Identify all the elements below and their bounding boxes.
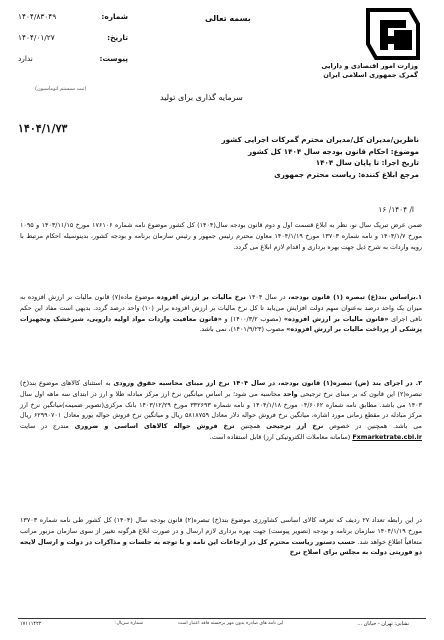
p1-text-h: مصوب (۱۴۰۱/۹/۲۳)، نمی باشد. xyxy=(199,325,287,334)
letter-heading xyxy=(19,134,419,181)
p2-text-h: نرخ فروش حواله کالاهای اساسی و ضروری xyxy=(74,422,235,430)
date-value: ۱۴۰۴/۰۱/۲۷ xyxy=(18,33,55,42)
p1-text-g: «قانون معافیت واردات مواد اولیه دارویی، شیرخشک وتجهیزات پزشکی از پرداخت مالیات بر ارزش افزوده» xyxy=(20,314,422,334)
execution-date-line: تاریخ اجرا: تا پایان سال ۱۴۰۴ xyxy=(315,158,419,168)
number-label: شماره: xyxy=(101,12,128,21)
org-line-1: وزارت امور اقتصادی و دارایی xyxy=(321,62,418,70)
p3-text-a: در این رابطه تعداد ۲۷ ردیف که تعرفه کالای اساسی کشاورزی موضوع بند(خ) تبصره(۲) قانون بودجه سال (۱۴۰۴) کل کشور طی نامه شماره ۱۳۷۰۳ مورخ ۱۴۰۴/۱/۱۹ سازمان برنامه و بودجه (تصویر پیوست) جهت بهره برداری لازم ارسال و در صورت ابلاغ هرگونه تغییر از سوی سازمان مزبور مراتب متعاقباً اطلاع خواهد شد. xyxy=(20,516,423,546)
footer-divider xyxy=(18,618,426,619)
p1-text-f: (مصوب ۱۴۰۰/۳/۲) و xyxy=(221,314,284,323)
addressee-line: ناظرین/مدیران کل/مدیران محترم گمرکات اجرایی کشور xyxy=(221,135,419,144)
paragraph-1 xyxy=(20,292,422,335)
p3-text-b: حسب دستور ریاست محترم کل در ارجاعات این نامه و با توجه به جلسات و مذاکرات در دولت و ارسال لایحه دو فوریتی دولت به مجلس برای اصلاح نرخ xyxy=(20,537,422,557)
letter-metadata xyxy=(18,12,128,75)
slogan: سرمایه گذاری برای تولید xyxy=(160,93,243,102)
date-row xyxy=(18,33,128,42)
p1-text-e: «قانون مالیات بر ارزش افزوده» xyxy=(283,314,389,323)
number-row xyxy=(18,12,128,21)
paragraph-2 xyxy=(20,378,422,443)
customs-emblem-icon xyxy=(364,6,422,62)
footer-notice: این نامه های صادره بدون مهر برجسته فاقد اعتبار است xyxy=(178,621,284,626)
p1-text-a: براساس بند(ع) تبصره (۱) قانون بودجه، xyxy=(288,293,416,301)
p2-text-e: محاسبه می شود؛ بر اساس میانگین نرخ ارز مرکز مبادله طلا و ارز در ابتدای سه ماهه اول سال ۱۴۰۳ می باشد. مطابق نامه شماره ۰۴/۶۰۶۲ مورخ ۱۴۰۴/۱/۱۸ و نامه شماره ۳۳۲۶۹۳ مورخ ۱۴۰۳/۱۲/۲۹ بانک مرکزی(تصویر ضمیمه)میانگین نرخ ارز مرکز مبادله در مقطع زمانی مورد اشاره، میانگین نرخ فروش حواله دلار معادل ۵۸۱۸۷۵۹ ریال و میانگین نرخ فروش حواله یورو معادل ۶۲۹۹۰۷۰۱ ریال می باشد. همچنین در خصوص xyxy=(20,389,423,430)
date-label: تاریخ: xyxy=(107,33,128,42)
p1-text-b: در سال ۱۴۰۴ xyxy=(245,293,289,301)
footer-serial: ۱۷۱۱۱۴۲۲ xyxy=(20,621,42,627)
handwritten-initials: ا/ ۱۴۰۴/ ۱۶ xyxy=(378,205,414,214)
footer-address: نشانی: تهران - خیابان ... xyxy=(357,621,409,627)
p2-text-i: مندرج در سایت xyxy=(20,422,75,430)
number-value: ۱۴۰۴/۸۳۰۴۹ xyxy=(18,12,57,21)
p1-text-c: نرخ مالیات بر ارزش افزوده xyxy=(156,293,246,301)
p1-text-d: موضوع ماده(۷) قانون مالیات بر ارزش افزوده به میزان یک واحد درصد به‌عنوان سهم دولت افزایش می‌یابد تا کل نرخ مالیات بر ارزش افزوده برابر (۱۰) واحد درصد گردد. بدیهی است مفاد این حکم نافی اجرای xyxy=(20,293,422,323)
p2-text-k: (سامانه معاملات الکترونیکی ارز) قابل استفاده است. xyxy=(209,432,353,441)
subject-line: موضوع: احکام قانون بودجه سال ۱۴۰۴ کل کشور xyxy=(248,146,419,156)
attachment-note: (ثبت سیستم اتوماسیون) xyxy=(35,86,87,92)
p2-text-a: در اجرای بند (ض) تبصره(۱) قانون بودجه، xyxy=(278,379,416,387)
attachment-label: پیوست: xyxy=(99,54,128,63)
issuing-authority-line: مرجع ابلاغ کننده: ریاست محترم جمهوری xyxy=(274,169,419,179)
p2-text-f: نرخ ارز ترجیحی xyxy=(266,422,324,430)
basmala-heading: بسمه تعالی xyxy=(205,14,251,23)
org-line-2: گمرک جمهوری اسلامی ایران xyxy=(323,70,418,79)
p2-text-c: به استثنای کالاهای موضوع بند(خ) تبصره(۲) این قانون که بر مبنای نرخ ترجیحی xyxy=(20,379,422,398)
organization-name xyxy=(288,62,418,80)
paragraph-3 xyxy=(20,515,422,558)
p2-text-b: در سال ۱۴۰۴ نرخ ارز مبنای محاسبه حقوق ورودی xyxy=(113,379,279,387)
p1-number: ۱. xyxy=(415,293,422,301)
handwritten-date: ۱۴۰۴/۱/۷۳ xyxy=(18,122,68,135)
footer-serial-label: شماره سریال: xyxy=(115,621,143,626)
p2-text-g: همچنین xyxy=(234,422,267,430)
p2-website-link[interactable]: Fxmarketrate.cbi.ir xyxy=(352,432,422,441)
p2-text-d: واحد xyxy=(283,389,298,398)
intro-paragraph: ضمن عرض تبریک سال نو، نظر به ابلاغ قسمت اول و دوم قانون بودجه سال(۱۴۰۴) کل کشور موضوع نامه شماره ۱۷۶۱۰۶ مورخ ۱۴۰۳/۱۱/۱۵ و ۱۰۹۵ مورخ ۱۴۰۴/۱/۷ و نامه شماره ۱۳۷۰۳ مورخ ۱۴۰۴/۱/۱۹ معاون محترم رئیس جمهور و رئیس سازمان برنامه و بودجه کشور، بدینوسیله احکام مرتبط با رویه واردات به شرح ذیل جهت بهره برداری و اقدام لازم ابلاغ می گردد. xyxy=(20,221,423,251)
p2-number: ۲. xyxy=(415,379,422,387)
attachment-row xyxy=(18,54,128,63)
attachment-value: ندارد xyxy=(18,54,33,63)
